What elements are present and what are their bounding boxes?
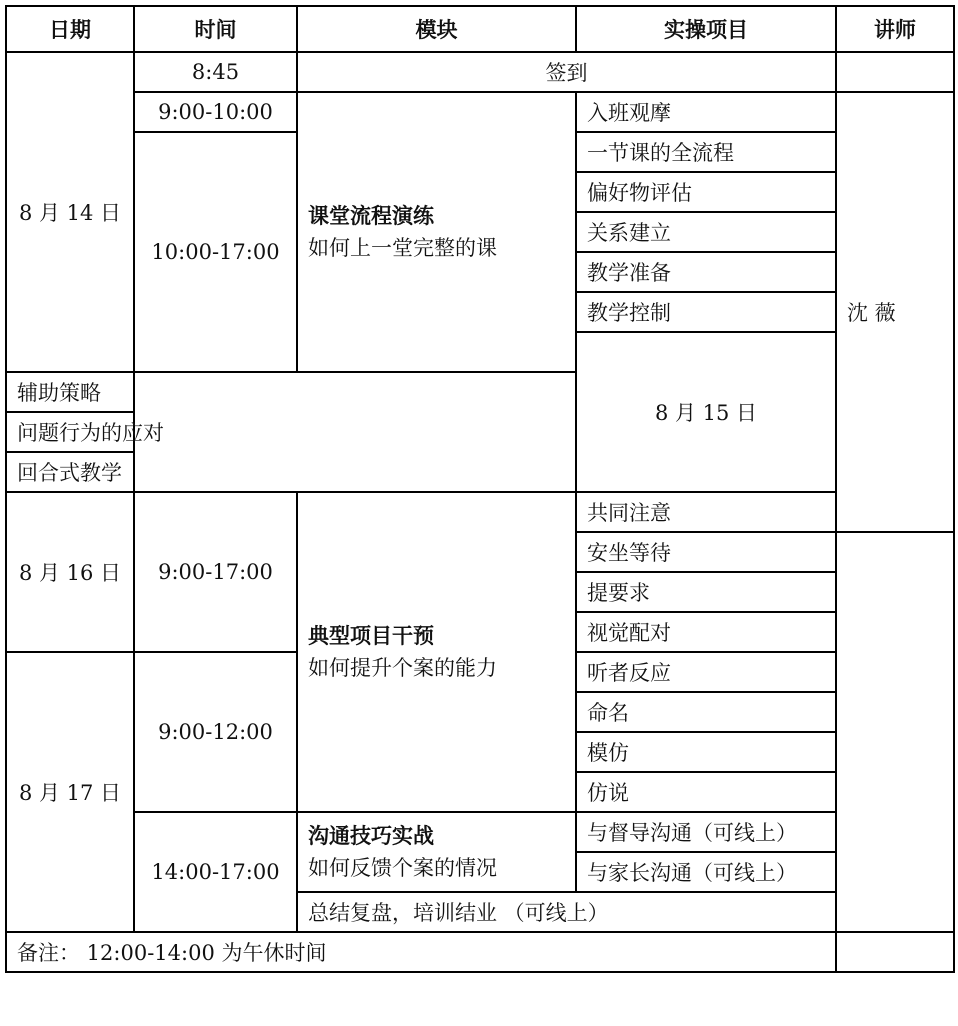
project-item: 回合式教学 xyxy=(6,452,134,492)
project-item: 辅助策略 xyxy=(6,372,134,412)
table-row xyxy=(6,52,954,92)
project-item: 与督导沟通（可线上） xyxy=(576,812,836,852)
date-label: 8 月 17 日 xyxy=(18,781,122,805)
date-cell: 8 月 14 日 xyxy=(6,52,134,372)
project-item: 安坐等待 xyxy=(576,532,836,572)
project-item: 提要求 xyxy=(576,572,836,612)
header-row xyxy=(6,6,954,52)
project-item: 教学控制 xyxy=(576,292,836,332)
project-item: 一节课的全流程 xyxy=(576,132,836,172)
module-title: 沟通技巧实战 xyxy=(308,824,434,848)
table-row xyxy=(6,812,954,852)
date-cell: 8 月 15 日 xyxy=(576,332,836,492)
header-time: 时间 xyxy=(134,6,297,52)
table-row xyxy=(6,92,954,132)
module-cell xyxy=(297,492,576,812)
summary-cell: 总结复盘，培训结业 （可线上） xyxy=(297,892,836,932)
project-item: 命名 xyxy=(576,692,836,732)
note-cell: 备注： 12:00-14:00 为午休时间 xyxy=(6,932,836,972)
note-row xyxy=(6,932,954,972)
project-item: 模仿 xyxy=(576,732,836,772)
header-date: 日期 xyxy=(6,6,134,52)
project-item: 共同注意 xyxy=(576,492,836,532)
signin-cell: 签到 xyxy=(297,52,836,92)
module-subtitle: 如何反馈个案的情况 xyxy=(308,856,497,880)
module-title: 课堂流程演练 xyxy=(308,204,434,228)
module-title: 典型项目干预 xyxy=(308,624,434,648)
date-cell xyxy=(6,652,134,932)
table-row xyxy=(6,492,954,532)
time-cell: 14:00-17:00 xyxy=(134,812,297,932)
training-schedule-table xyxy=(5,5,955,973)
project-item: 关系建立 xyxy=(576,212,836,252)
date-cell: 8 月 16 日 xyxy=(6,492,134,652)
header-project: 实操项目 xyxy=(576,6,836,52)
time-cell: 8:45 xyxy=(134,52,297,92)
project-item: 问题行为的应对 xyxy=(6,412,134,452)
time-cell: 9:00-17:00 xyxy=(134,492,297,652)
time-cell: 10:00-17:00 xyxy=(134,132,297,372)
project-item: 偏好物评估 xyxy=(576,172,836,212)
project-item: 入班观摩 xyxy=(576,92,836,132)
header-module: 模块 xyxy=(297,6,576,52)
module-subtitle: 如何提升个案的能力 xyxy=(308,656,497,680)
project-item: 与家长沟通（可线上） xyxy=(576,852,836,892)
project-item: 仿说 xyxy=(576,772,836,812)
time-cell: 9:00-12:00 xyxy=(134,652,297,812)
empty-teacher-cell xyxy=(836,932,954,972)
teacher-name: 沈 薇 xyxy=(847,301,896,325)
empty-teacher-cell xyxy=(836,52,954,92)
project-item: 视觉配对 xyxy=(576,612,836,652)
teacher-cell xyxy=(836,92,954,532)
project-item: 教学准备 xyxy=(576,252,836,292)
module-cell xyxy=(297,812,576,892)
module-cell xyxy=(297,92,576,372)
header-teacher: 讲师 xyxy=(836,6,954,52)
time-cell: 9:00-10:00 xyxy=(134,92,297,132)
project-item: 听者反应 xyxy=(576,652,836,692)
module-subtitle: 如何上一堂完整的课 xyxy=(308,236,497,260)
